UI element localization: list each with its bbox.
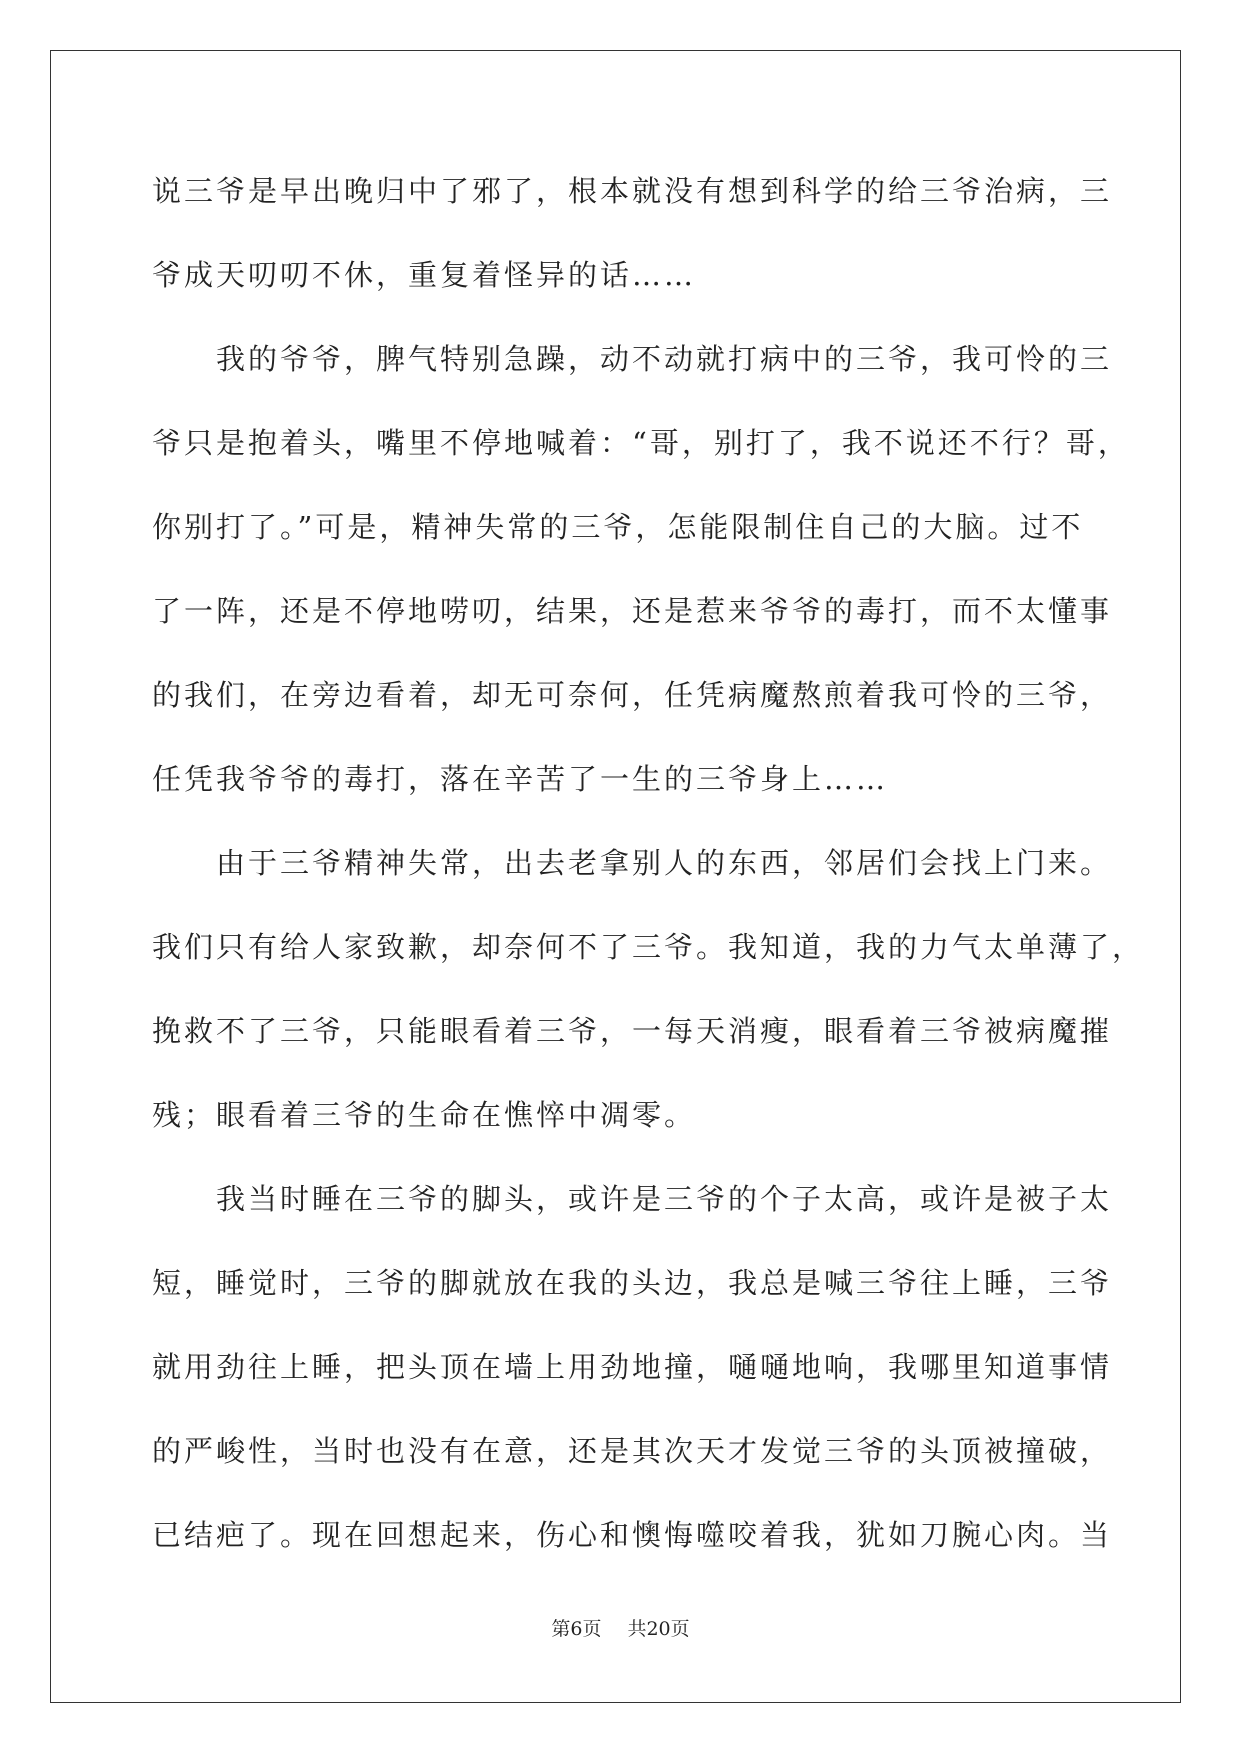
text-line-2: 爷成天叨叨不休，重复着怪异的话…… [152,258,697,292]
text-line-11: 挽救不了三爷，只能眼看着三爷，一每天消瘦，眼看着三爷被病魔摧 [152,1014,1113,1048]
text-line-14: 短，睡觉时，三爷的脚就放在我的头边，我总是喊三爷往上睡，三爷 [152,1266,1113,1300]
text-line-13: 我当时睡在三爷的脚头，或许是三爷的个子太高，或许是被子太 [152,1182,1113,1216]
document-body [152,163,1145,1591]
page-total: 共20页 [627,1618,690,1640]
text-line-12: 残；眼看着三爷的生命在憔悴中凋零。 [152,1098,697,1132]
text-line-9: 由于三爷精神失常，出去老拿别人的东西，邻居们会找上门来。 [152,846,1113,880]
text-line-4: 爷只是抱着头，嘴里不停地喊着：“哥，别打了，我不说还不行？哥， [152,426,1130,460]
page-number: 第6页 [551,1618,602,1640]
text-line-5: 你别打了。”可是，精神失常的三爷，怎能限制住自己的大脑。过不 [152,510,1084,544]
text-line-6: 了一阵，还是不停地唠叨，结果，还是惹来爷爷的毒打，而不太懂事 [152,594,1113,628]
page-footer [0,1614,1241,1641]
text-line-16: 的严峻性，当时也没有在意，还是其次天才发觉三爷的头顶被撞破， [152,1434,1113,1468]
text-line-3: 我的爷爷，脾气特别急躁，动不动就打病中的三爷，我可怜的三 [152,342,1113,376]
text-line-8: 任凭我爷爷的毒打，落在辛苦了一生的三爷身上…… [152,762,889,796]
text-line-15: 就用劲往上睡，把头顶在墙上用劲地撞，嗵嗵地响，我哪里知道事情 [152,1350,1113,1384]
text-line-17: 已结疤了。现在回想起来，伤心和懊悔噬咬着我，犹如刀腕心肉。当 [152,1518,1113,1552]
text-line-1: 说三爷是早出晚归中了邪了，根本就没有想到科学的给三爷治病，三 [152,174,1113,208]
text-line-10: 我们只有给人家致歉，却奈何不了三爷。我知道，我的力气太单薄了， [152,930,1145,964]
text-line-7: 的我们，在旁边看着，却无可奈何，任凭病魔熬煎着我可怜的三爷， [152,678,1113,712]
